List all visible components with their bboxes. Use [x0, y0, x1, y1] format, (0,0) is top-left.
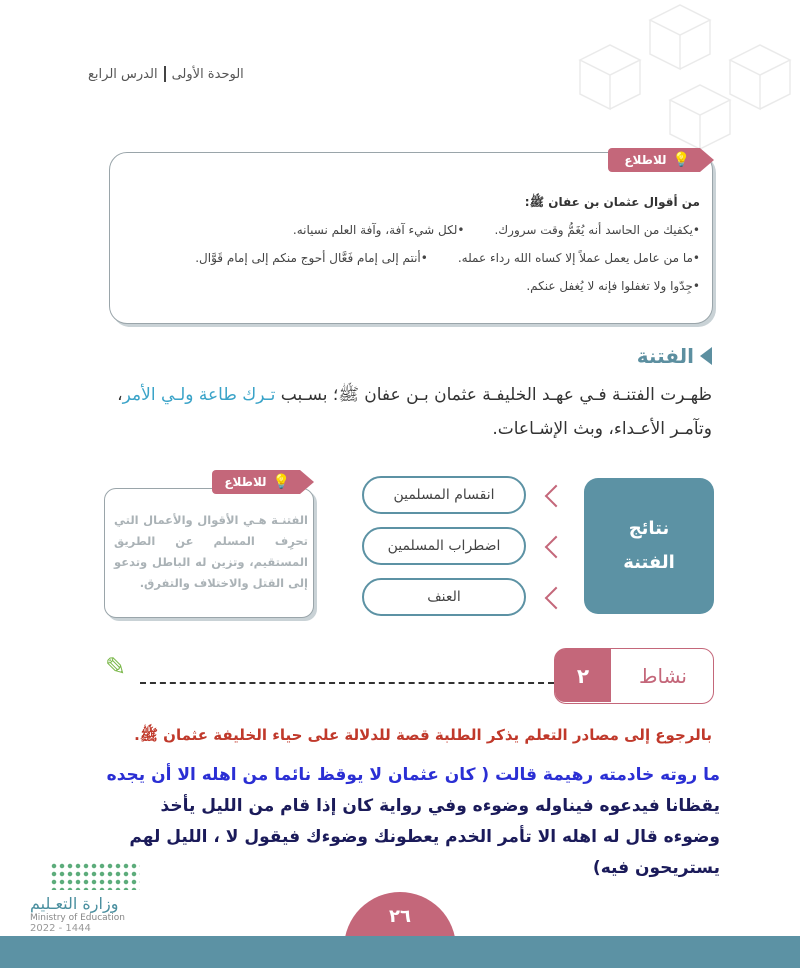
lightbulb-icon: 💡	[272, 474, 290, 490]
results-title-box	[584, 478, 714, 614]
para-text-end: ، وتآمـر الأعـداء، وبث الإشـاعات.	[117, 385, 712, 439]
section-title-text: الفتنة	[636, 344, 694, 368]
result-item: العنف	[362, 578, 526, 616]
quote-row	[110, 272, 700, 300]
handwritten-answer	[80, 760, 720, 884]
quotes-heading: من أقوال عثمان بن عفان ﷺ:	[524, 195, 700, 209]
answer-line: ما روته خادمته رهيمة قالت ( كان عثمان لا يوقظ نائما من اهله الا أن يجده	[106, 765, 720, 785]
chevron-left-icon	[545, 587, 568, 610]
activity-label: نشاط	[639, 663, 687, 688]
dashed-divider	[140, 682, 554, 684]
quote-item: •لكل شيء آفة، وآفة العلم نسيانه.	[292, 223, 465, 237]
quote-item: •جِدّوا ولا تغفلوا فإنه لا يُغفل عنكم.	[526, 279, 700, 293]
tag-arrow-icon	[300, 470, 314, 494]
edition-year: 2022 - 1444	[30, 923, 91, 934]
chevron-left-icon	[545, 485, 568, 508]
section-paragraph	[72, 378, 712, 446]
activity-badge	[554, 648, 714, 704]
header-separator	[164, 66, 166, 82]
info-tag	[608, 148, 700, 172]
lightbulb-icon: 💡	[672, 152, 690, 168]
ministry-logo	[30, 862, 140, 934]
quotes-list	[110, 188, 700, 300]
para-highlight: تـرك طاعة ولـي الأمر	[122, 385, 276, 405]
section-title	[637, 344, 712, 368]
quote-row	[110, 244, 700, 272]
tag-arrow-icon	[700, 148, 714, 172]
results-title: نتائج الفتنة	[623, 518, 675, 573]
ministry-name-en: Ministry of Education	[30, 913, 125, 923]
unit-label: الوحدة الأولى	[171, 66, 244, 82]
definition-tag	[212, 470, 300, 494]
quote-row	[110, 216, 700, 244]
result-item: اضطراب المسلمين	[362, 527, 526, 565]
quote-item: •يكفيك من الحاسد أنه يُغَمُّ وقت سرورك.	[494, 223, 700, 237]
footer-band	[0, 936, 800, 968]
lesson-label: الدرس الرابع	[88, 66, 158, 82]
ministry-name-ar: وزارة التعـليم	[30, 894, 119, 913]
answer-line: يقظانا فيدعوه فيناوله وضوءه وفي رواية كان إذا قام من الليل يأخذ	[160, 796, 720, 816]
para-text: ظهـرت الفتنـة فـي عهـد الخليفـة عثمان بـن عفان ﷺ؛ بسـبب	[275, 385, 712, 405]
pencil-icon: ✏	[96, 648, 134, 686]
activity-number: ٢	[555, 649, 611, 702]
info-tag-label: للاطلاع	[624, 153, 667, 167]
quote-item: •أنتم إلى إمام فَعَّال أحوج منكم إلى إمام قَوَّال.	[195, 251, 428, 265]
page-header	[88, 66, 244, 82]
answer-line: يستريحون فيه)	[592, 858, 720, 878]
result-item: انقسام المسلمين	[362, 476, 526, 514]
ministry-dots-icon	[50, 862, 140, 890]
section-arrow-icon	[700, 347, 712, 365]
activity-instruction: بالرجوع إلى مصادر التعلم يذكر الطلبة قصة للدلالة على حياء الخليفة عثمان ﷺ.	[134, 726, 712, 744]
answer-line: وضوءه قال له اهله الا تأمر الخدم يعطونك وضوءك فيقول لا ، الليل لهم	[129, 827, 720, 847]
definition-tag-label: للاطلاع	[224, 475, 267, 489]
quote-item: •ما من عامل يعمل عملاً إلا كساه الله رداء عمله.	[457, 251, 700, 265]
chevron-left-icon	[545, 536, 568, 559]
page-number: ٢٦	[344, 892, 456, 952]
definition-text: الفتنـة هـي الأقوال والأعمال التي تحرِف المسلم عن الطريق المستقيم، وتزين له الباطل وتدعو إلى القتل والاختلاف والتفرق.	[114, 513, 308, 590]
